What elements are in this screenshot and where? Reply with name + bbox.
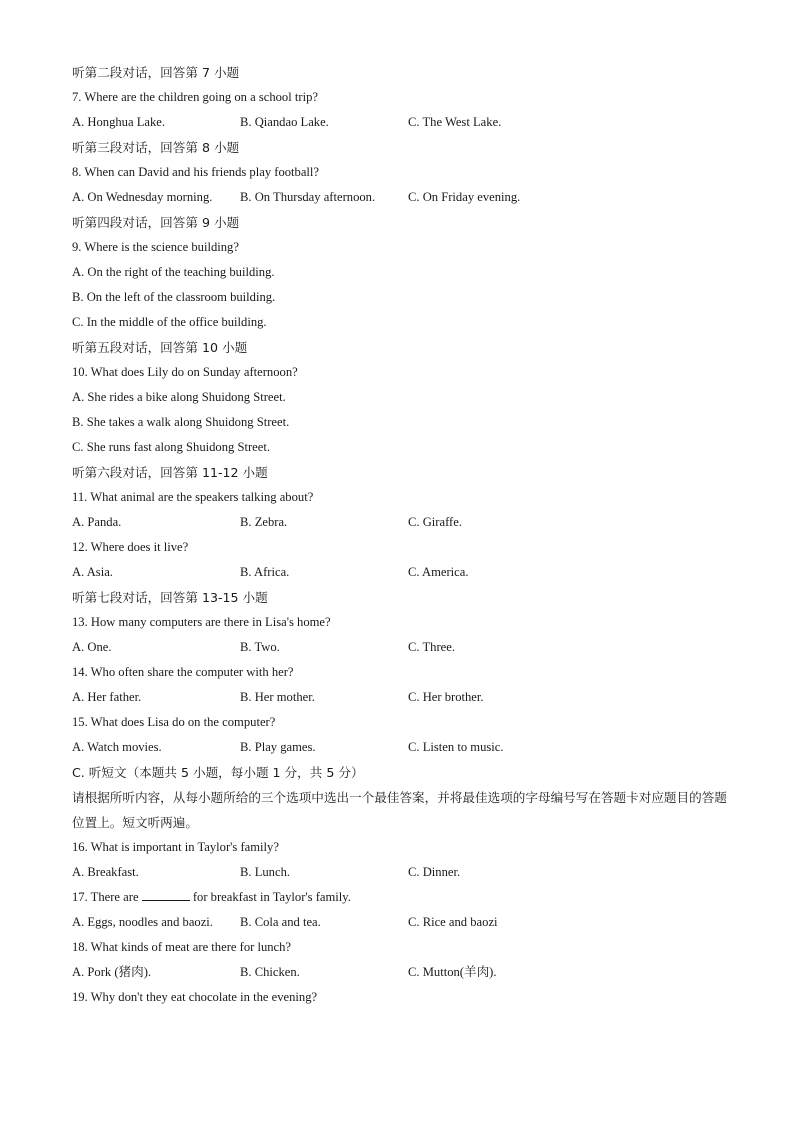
question-text (72, 885, 732, 910)
options-row (72, 735, 732, 760)
options-row (72, 510, 732, 535)
question-text: 15. What does Lisa do on the computer? (72, 715, 276, 729)
option-c: C. Mutton(羊肉). (408, 965, 497, 979)
option-b: B. Zebra. (240, 515, 288, 529)
option-b: B. Lunch. (240, 865, 291, 879)
option-a: A. On Wednesday morning. (72, 190, 213, 204)
option-b: B. Qiandao Lake. (240, 115, 329, 129)
question-text: 16. What is important in Taylor's family? (72, 840, 279, 854)
section-header: 听第三段对话，回答第 8 小题 (72, 140, 240, 155)
section-header: 听第七段对话，回答第 13-15 小题 (72, 590, 268, 605)
option-b: B. Cola and tea. (240, 915, 321, 929)
question-text: 7. Where are the children going on a school trip? (72, 90, 318, 104)
answer-option: B. On the left of the classroom building. (72, 290, 276, 304)
option-b: B. Chicken. (240, 965, 300, 979)
section-header: 听第六段对话，回答第 11-12 小题 (72, 465, 268, 480)
option-c: C. The West Lake. (408, 115, 502, 129)
option-c: C. On Friday evening. (408, 190, 521, 204)
option-a: A. Eggs, noodles and baozi. (72, 915, 213, 929)
answer-option: C. In the middle of the office building. (72, 315, 267, 329)
instruction-paragraph: 请根据所听内容，从每小题所给的三个选项中选出一个最佳答案，并将最佳选项的字母编号写在答题卡对应题目的答题位置上。短文听两遍。 (72, 790, 727, 830)
answer-option: B. She takes a walk along Shuidong Street. (72, 415, 290, 429)
question-text: 19. Why don't they eat chocolate in the evening? (72, 990, 318, 1004)
section-header: 听第四段对话，回答第 9 小题 (72, 215, 240, 230)
option-c: C. Dinner. (408, 865, 461, 879)
section-header: 听第二段对话，回答第 7 小题 (72, 65, 240, 80)
options-row (72, 910, 732, 935)
option-b: B. Her mother. (240, 690, 315, 704)
question-text: 13. How many computers are there in Lisa's home? (72, 615, 331, 629)
options-row (72, 860, 732, 885)
option-c: C. Rice and baozi (408, 915, 498, 929)
options-row (72, 185, 732, 210)
question-text-after-blank: for breakfast in Taylor's family. (189, 890, 351, 904)
option-b: B. On Thursday afternoon. (240, 190, 376, 204)
option-a: A. Her father. (72, 690, 142, 704)
answer-option: A. She rides a bike along Shuidong Street. (72, 390, 286, 404)
answer-option: C. She runs fast along Shuidong Street. (72, 440, 270, 454)
section-header: C. 听短文（本题共 5 小题，每小题 1 分，共 5 分） (72, 765, 364, 780)
option-c: C. Three. (408, 640, 455, 654)
question-text: 14. Who often share the computer with her? (72, 665, 294, 679)
option-c: C. Her brother. (408, 690, 484, 704)
options-row (72, 110, 732, 135)
option-b: B. Two. (240, 640, 280, 654)
question-text: 12. Where does it live? (72, 540, 189, 554)
option-a: A. Breakfast. (72, 865, 139, 879)
question-text: 11. What animal are the speakers talking about? (72, 490, 314, 504)
option-a: A. Watch movies. (72, 740, 162, 754)
question-text: 8. When can David and his friends play football? (72, 165, 320, 179)
option-c: C. America. (408, 565, 469, 579)
options-row (72, 635, 732, 660)
exam-page (72, 60, 732, 1010)
answer-option: A. On the right of the teaching building. (72, 265, 275, 279)
option-a: A. Honghua Lake. (72, 115, 166, 129)
question-text: 18. What kinds of meat are there for lunch? (72, 940, 292, 954)
option-c: C. Giraffe. (408, 515, 462, 529)
section-header: 听第五段对话，回答第 10 小题 (72, 340, 248, 355)
options-row (72, 685, 732, 710)
option-a: A. Asia. (72, 565, 113, 579)
option-a: A. One. (72, 640, 112, 654)
question-text-before-blank: 17. There are (72, 890, 142, 904)
option-c: C. Listen to music. (408, 740, 504, 754)
option-a: A. Panda. (72, 515, 122, 529)
options-row (72, 560, 732, 585)
fill-in-blank (142, 886, 190, 901)
option-b: B. Play games. (240, 740, 316, 754)
option-a: A. Pork (猪肉). (72, 965, 152, 979)
options-row (72, 960, 732, 985)
question-text: 9. Where is the science building? (72, 240, 239, 254)
option-b: B. Africa. (240, 565, 290, 579)
question-text: 10. What does Lily do on Sunday afternoon? (72, 365, 298, 379)
